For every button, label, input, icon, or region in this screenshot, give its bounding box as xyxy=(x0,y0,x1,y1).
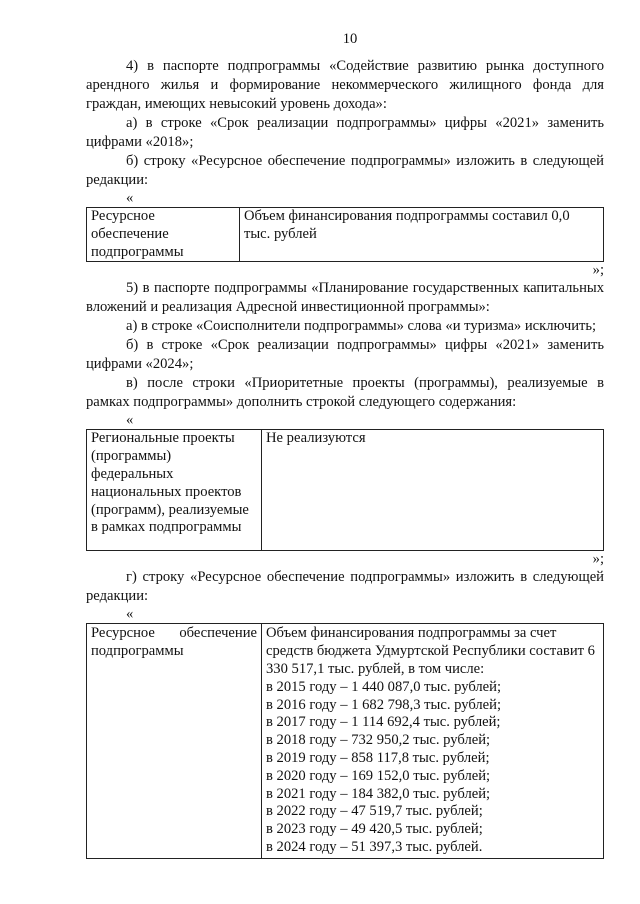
table3-value xyxy=(262,624,604,858)
table-row xyxy=(87,430,604,551)
table-resource-support-1 xyxy=(86,207,604,262)
funding-year-line: в 2021 году – 184 382,0 тыс. рублей; xyxy=(266,785,491,802)
table1-value: Объем финансирования подпрограммы составил 0,0 тыс. рублей xyxy=(240,208,604,262)
paragraph-4b: б) строку «Ресурсное обеспечение подпрограммы» изложить в следующей редакции: xyxy=(86,153,604,188)
table-resource-support-2 xyxy=(86,623,604,858)
table1-label: Ресурсное обеспечение подпрограммы xyxy=(87,208,240,262)
quote-open: « xyxy=(126,190,134,206)
quote-close: »; xyxy=(592,551,604,568)
funding-year-line: в 2017 году – 1 114 692,4 тыс. рублей; xyxy=(266,714,501,731)
quote-close: »; xyxy=(592,262,604,279)
table-row xyxy=(87,624,604,858)
funding-year-line: в 2023 году – 49 420,5 тыс. рублей; xyxy=(266,821,483,838)
document-page xyxy=(86,30,604,859)
table-regional-projects xyxy=(86,429,604,551)
table3-label: Ресурсное обеспечение подпрограммы xyxy=(87,624,262,858)
paragraph-5a: а) в строке «Соисполнители подпрограммы» слова «и туризма» исключить; xyxy=(126,318,597,335)
funding-year-line: в 2019 году – 858 117,8 тыс. рублей; xyxy=(266,749,490,766)
funding-year-line: в 2018 году – 732 950,2 тыс. рублей; xyxy=(266,732,491,749)
funding-year-line: в 2024 году – 51 397,3 тыс. рублей. xyxy=(266,838,483,855)
paragraph-4a: а) в строке «Срок реализации подпрограммы» цифры «2021» заменить цифрами «2018»; xyxy=(86,115,604,150)
paragraph-4: 4) в паспорте подпрограммы «Содействие развитию рынка доступного арендного жилья и формирование некоммерческого жилищного фонда для граждан, имеющих невысокий уровень дохода»: xyxy=(86,58,604,112)
quote-open: « xyxy=(126,412,134,429)
paragraph-5v: в) после строки «Приоритетные проекты (программы), реализуемые в рамках подпрограммы» дополнить строкой следующего содержания: xyxy=(86,375,604,411)
funding-year-line: в 2020 году – 169 152,0 тыс. рублей; xyxy=(266,767,491,784)
page-number: 10 xyxy=(342,31,358,47)
paragraph-5b: б) в строке «Срок реализации подпрограммы» цифры «2021» заменить цифрами «2024»; xyxy=(86,337,604,373)
table-row xyxy=(87,208,604,262)
quote-open: « xyxy=(126,606,134,623)
funding-year-line: в 2015 году – 1 440 087,0 тыс. рублей; xyxy=(266,678,502,695)
paragraph-5g: г) строку «Ресурсное обеспечение подпрограммы» изложить в следующей редакции: xyxy=(86,569,604,605)
funding-year-line: в 2016 году – 1 682 798,3 тыс. рублей; xyxy=(266,696,502,713)
table3-intro: Объем финансирования подпрограммы за счет средств бюджета Удмуртской Республики составит 6 330 517,1 тыс. рублей, в том числе: xyxy=(266,625,595,677)
funding-year-line: в 2022 году – 47 519,7 тыс. рублей; xyxy=(266,803,483,820)
paragraph-5: 5) в паспорте подпрограммы «Планирование государственных капитальных вложений и реализация Адресной инвестиционной программы»: xyxy=(86,280,604,316)
table2-value: Не реализуются xyxy=(262,430,604,551)
table2-label: Региональные проекты (программы) федеральных национальных проектов (программ), реализуемые в рамках подпрограммы xyxy=(87,430,262,551)
